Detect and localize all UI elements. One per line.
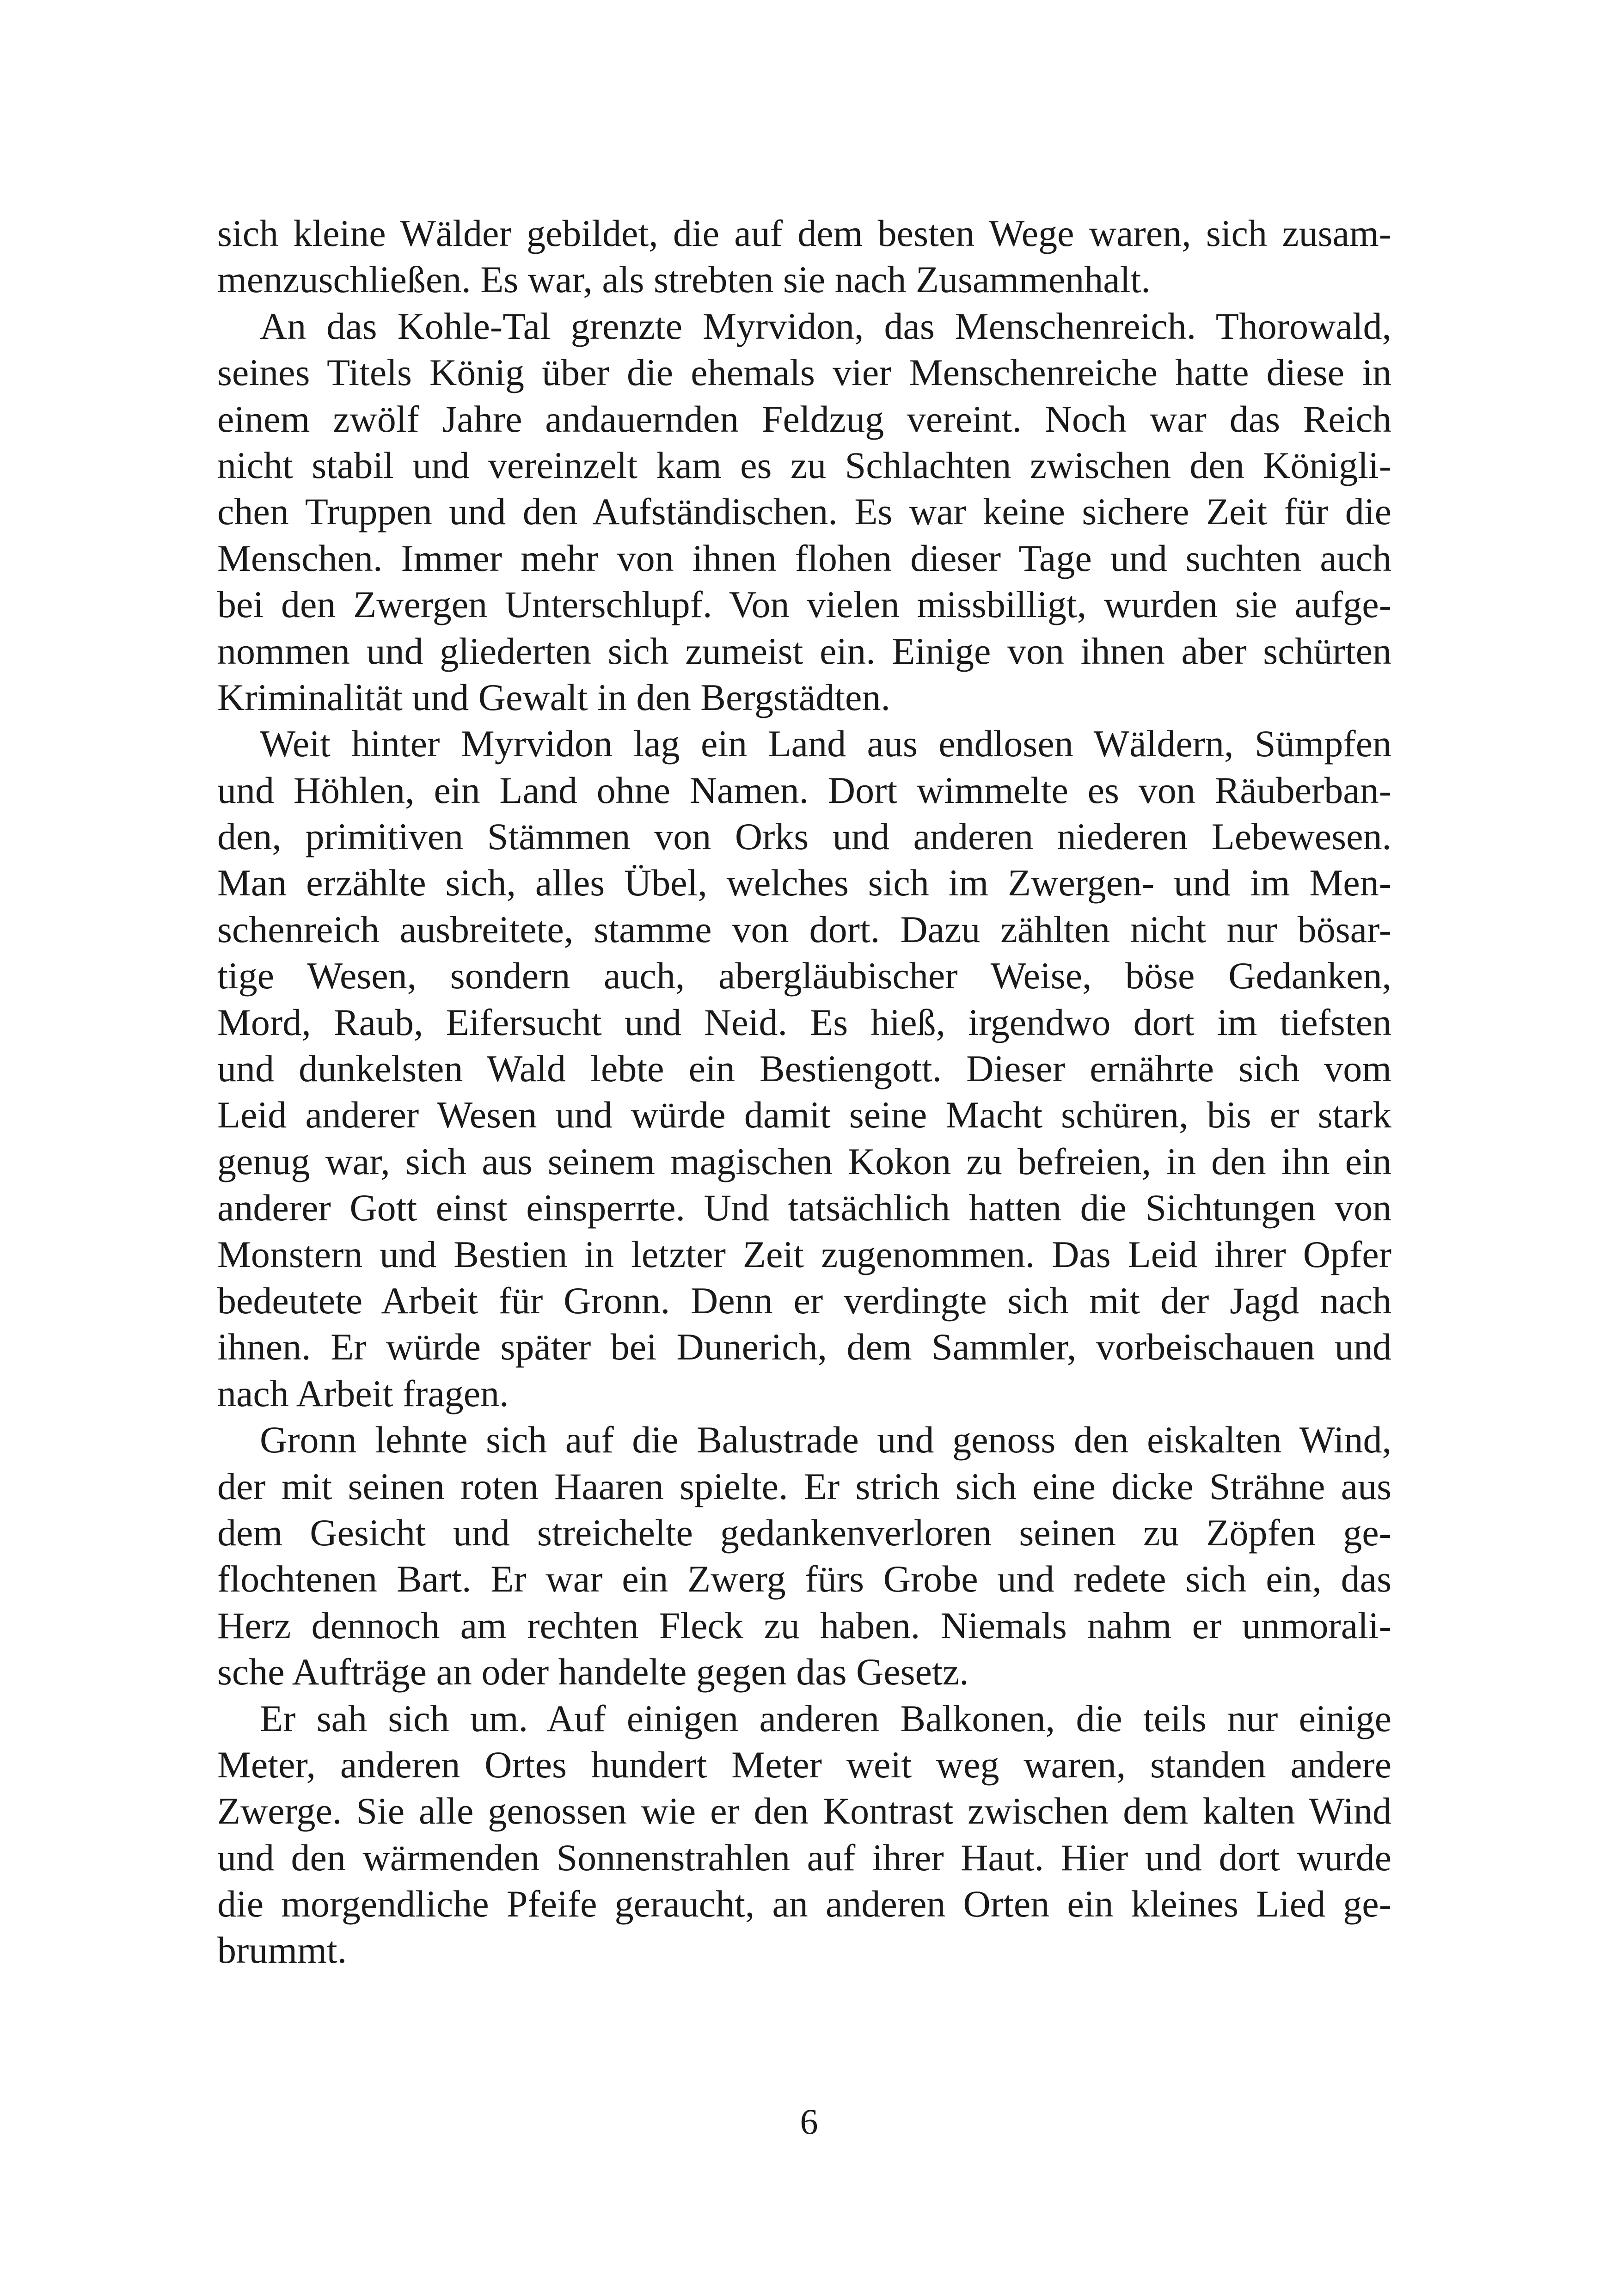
text-line: nicht stabil und vereinzelt kam es zu Schlachten zwischen den Königli- [217, 444, 1391, 486]
page-number: 6 [800, 2101, 818, 2142]
text-line: Meter, anderen Ortes hundert Meter weit weg waren, standen andere [217, 1743, 1391, 1786]
text-line: schenreich ausbreitete, stamme von dort. Dazu zählten nicht nur bösar- [217, 908, 1391, 950]
text-line: dem Gesicht und streichelte gedankenverloren seinen zu Zöpfen ge- [217, 1511, 1391, 1554]
text-line: Mord, Raub, Eifersucht und Neid. Es hieß, irgendwo dort im tiefsten [217, 1001, 1391, 1043]
text-line: Weit hinter Myrvidon lag ein Land aus endlosen Wäldern, Sümpfen [260, 722, 1391, 765]
text-line: sche Aufträge an oder handelte gegen das Gesetz. [217, 1651, 969, 1693]
text-line: An das Kohle-Tal grenzte Myrvidon, das Menschenreich. Thorowald, [260, 305, 1391, 347]
text-line: Er sah sich um. Auf einigen anderen Balkonen, die teils nur einige [260, 1697, 1391, 1739]
text-line: einem zwölf Jahre andauernden Feldzug vereint. Noch war das Reich [217, 398, 1391, 440]
text-line: den, primitiven Stämmen von Orks und anderen niederen Lebewesen. [217, 815, 1391, 858]
paragraph [217, 210, 1391, 303]
text-line: seines Titels König über die ehemals vier Menschenreiche hatte diese in [217, 351, 1391, 394]
paragraph [217, 1696, 1391, 1974]
paragraph [217, 1417, 1391, 1695]
text-line: Leid anderer Wesen und würde damit seine Macht schüren, bis er stark [217, 1094, 1391, 1136]
paragraph [217, 303, 1391, 721]
text-line: nach Arbeit fragen. [217, 1372, 509, 1414]
text-line: menzuschließen. Es war, als strebten sie nach Zusammenhalt. [217, 258, 1151, 301]
text-line: Gronn lehnte sich auf die Balustrade und genoss den eiskalten Wind, [260, 1419, 1391, 1461]
text-line: Man erzählte sich, alles Übel, welches sich im Zwergen- und im Men- [217, 862, 1391, 904]
body-text [217, 210, 1391, 1974]
text-line: brummt. [217, 1929, 347, 1971]
text-line: die morgendliche Pfeife geraucht, an anderen Orten ein kleines Lied ge- [217, 1883, 1391, 1925]
text-line: bei den Zwergen Unterschlupf. Von vielen missbilligt, wurden sie aufge- [217, 583, 1391, 626]
text-line: der mit seinen roten Haaren spielte. Er strich sich eine dicke Strähne aus [217, 1465, 1391, 1507]
text-line: ihnen. Er würde später bei Dunerich, dem Sammler, vorbeischauen und [217, 1326, 1391, 1368]
text-line: genug war, sich aus seinem magischen Kokon zu befreien, in den ihn ein [217, 1140, 1391, 1182]
text-line: nommen und gliederten sich zumeist ein. Einige von ihnen aber schürten [217, 630, 1391, 672]
text-line: tige Wesen, sondern auch, abergläubischer Weise, böse Gedanken, [217, 955, 1391, 997]
text-line: und den wärmenden Sonnenstrahlen auf ihrer Haut. Hier und dort wurde [217, 1836, 1391, 1879]
paragraph [217, 721, 1391, 1417]
text-line: und dunkelsten Wald lebte ein Bestiengott. Dieser ernährte sich vom [217, 1047, 1391, 1090]
text-line: und Höhlen, ein Land ohne Namen. Dort wimmelte es von Räuberban- [217, 769, 1391, 811]
text-line: Kriminalität und Gewalt in den Bergstädten. [217, 676, 890, 718]
text-line: anderer Gott einst einsperrte. Und tatsächlich hatten die Sichtungen von [217, 1187, 1391, 1229]
text-line: flochtenen Bart. Er war ein Zwerg fürs Grobe und redete sich ein, das [217, 1558, 1391, 1600]
text-line: chen Truppen und den Aufständischen. Es war keine sichere Zeit für die [217, 490, 1391, 533]
text-line: sich kleine Wälder gebildet, die auf dem besten Wege waren, sich zusam- [217, 212, 1391, 254]
text-line: Menschen. Immer mehr von ihnen flohen dieser Tage und suchten auch [217, 537, 1391, 579]
text-line: Herz dennoch am rechten Fleck zu haben. Niemals nahm er unmorali- [217, 1604, 1391, 1647]
text-line: Monstern und Bestien in letzter Zeit zugenommen. Das Leid ihrer Opfer [217, 1233, 1391, 1275]
text-line: bedeutete Arbeit für Gronn. Denn er verdingte sich mit der Jagd nach [217, 1279, 1391, 1322]
text-line: Zwerge. Sie alle genossen wie er den Kontrast zwischen dem kalten Wind [217, 1790, 1391, 1832]
